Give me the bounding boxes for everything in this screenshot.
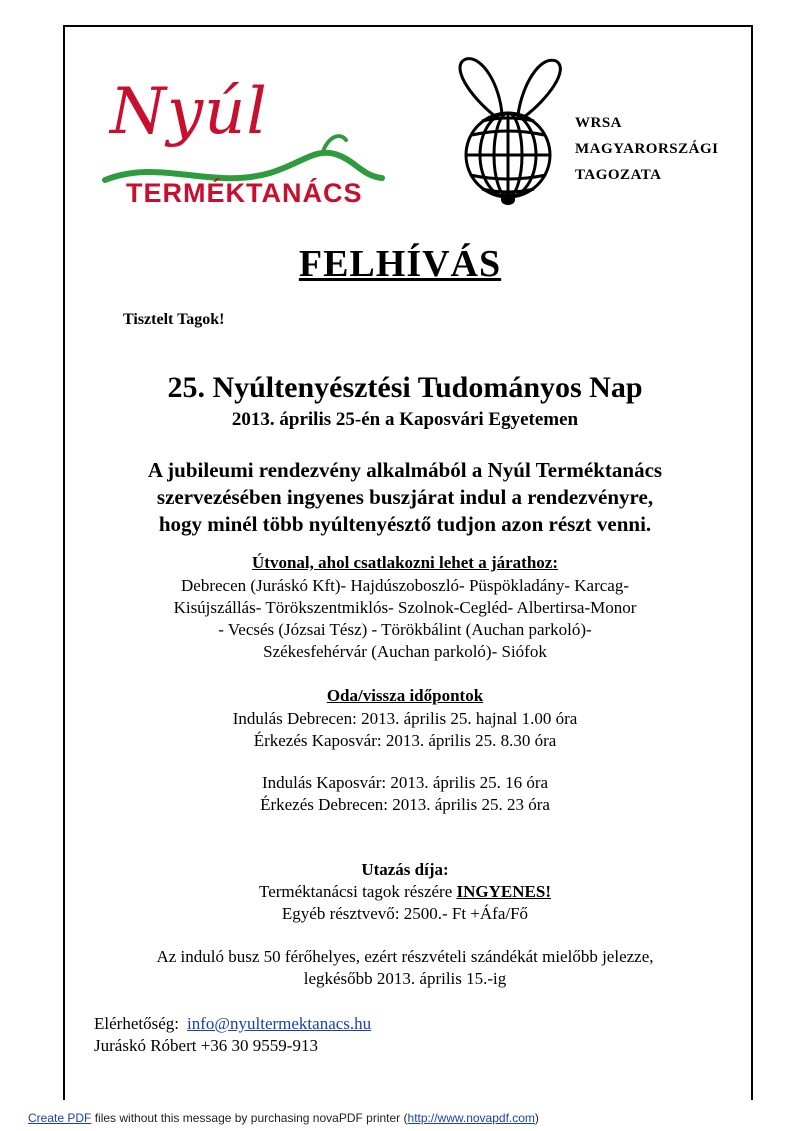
route-stops: [0, 575, 800, 663]
logo-wordmark: Nyúl: [110, 75, 268, 149]
fee-member-prefix: Terméktanácsi tagok részére: [259, 882, 457, 901]
event-date: 2013. április 25-én a Kaposvári Egyetemen: [231, 409, 579, 430]
nyul-termektanacs-logo: [100, 75, 390, 218]
intro-line: szervezésében ingyenes buszjárat indul a rendezvényre,: [156, 485, 654, 509]
route-line: Debrecen (Juráskó Kft)- Hajdúszoboszló- Püspökladány- Karcag-: [181, 576, 629, 595]
wrsa-line-3: TAGOZATA: [575, 167, 662, 183]
route-line: Székesfehérvár (Auchan parkoló)- Siófok: [263, 642, 547, 661]
route-line: Kisújszállás- Törökszentmiklós- Szolnok-Cegléd- Albertirsa-Monor: [173, 598, 637, 617]
schedule-line: Indulás Debrecen: 2013. április 25. hajnal 1.00 óra: [232, 709, 578, 728]
footer-text: files without this message by purchasing novaPDF printer (: [91, 1111, 408, 1125]
schedule-heading: Oda/vissza időpontok: [326, 686, 484, 705]
page-title: FELHÍVÁS: [298, 243, 502, 285]
logo-subtitle: TERMÉKTANÁCS: [126, 178, 363, 208]
intro-paragraph: [0, 457, 800, 538]
email-link[interactable]: info@nyultermektanacs.hu: [186, 1014, 372, 1033]
novapdf-link[interactable]: http://www.novapdf.com: [407, 1111, 535, 1125]
fee-other: Egyéb résztvevő: 2500.- Ft +Áfa/Fő: [281, 904, 529, 923]
schedule-line: Érkezés Debrecen: 2013. április 25. 23 óra: [260, 795, 550, 814]
schedule-line: Indulás Kaposvár: 2013. április 25. 16 óra: [261, 773, 549, 792]
notice-line: legkésőbb 2013. április 15.-ig: [303, 969, 507, 988]
contact-label: Elérhetőség:: [94, 1014, 179, 1033]
event-title: 25. Nyúltenyésztési Tudományos Nap: [167, 371, 643, 404]
wrsa-line-1: WRSA: [575, 115, 623, 131]
schedule-return: [0, 772, 800, 816]
contact-person: Juráskó Róbert +36 30 9559-913: [94, 1036, 318, 1055]
fee-free-badge: INGYENES!: [456, 882, 551, 901]
fee-heading: Utazás díja:: [361, 860, 449, 879]
schedule-outbound: [0, 708, 800, 752]
greeting: Tisztelt Tagok!: [123, 311, 225, 328]
create-pdf-link[interactable]: Create PDF: [28, 1111, 92, 1125]
pdf-footer: [28, 1111, 539, 1125]
route-line: - Vecsés (Józsai Tész) - Törökbálint (Auchan parkoló)-: [218, 620, 592, 639]
wrsa-section-label: [575, 110, 718, 188]
intro-line: A jubileumi rendezvény alkalmából a Nyúl Terméktanács: [147, 458, 663, 482]
wrsa-line-2: MAGYARORSZÁGI: [575, 141, 719, 157]
globe-rabbit-ears-icon: [448, 55, 568, 205]
contact-block: [94, 1013, 371, 1057]
notice-line: Az induló busz 50 férőhelyes, ezért részvételi szándékát mielőbb jelezze,: [156, 947, 654, 966]
notice-paragraph: [0, 946, 800, 990]
schedule-line: Érkezés Kaposvár: 2013. április 25. 8.30 óra: [253, 731, 557, 750]
footer-end: ): [534, 1111, 539, 1125]
fee-member: [0, 882, 800, 902]
route-heading: Útvonal, ahol csatlakozni lehet a járathoz:: [252, 553, 558, 572]
intro-line: hogy minél több nyúltenyésztő tudjon azon részt venni.: [158, 512, 652, 536]
